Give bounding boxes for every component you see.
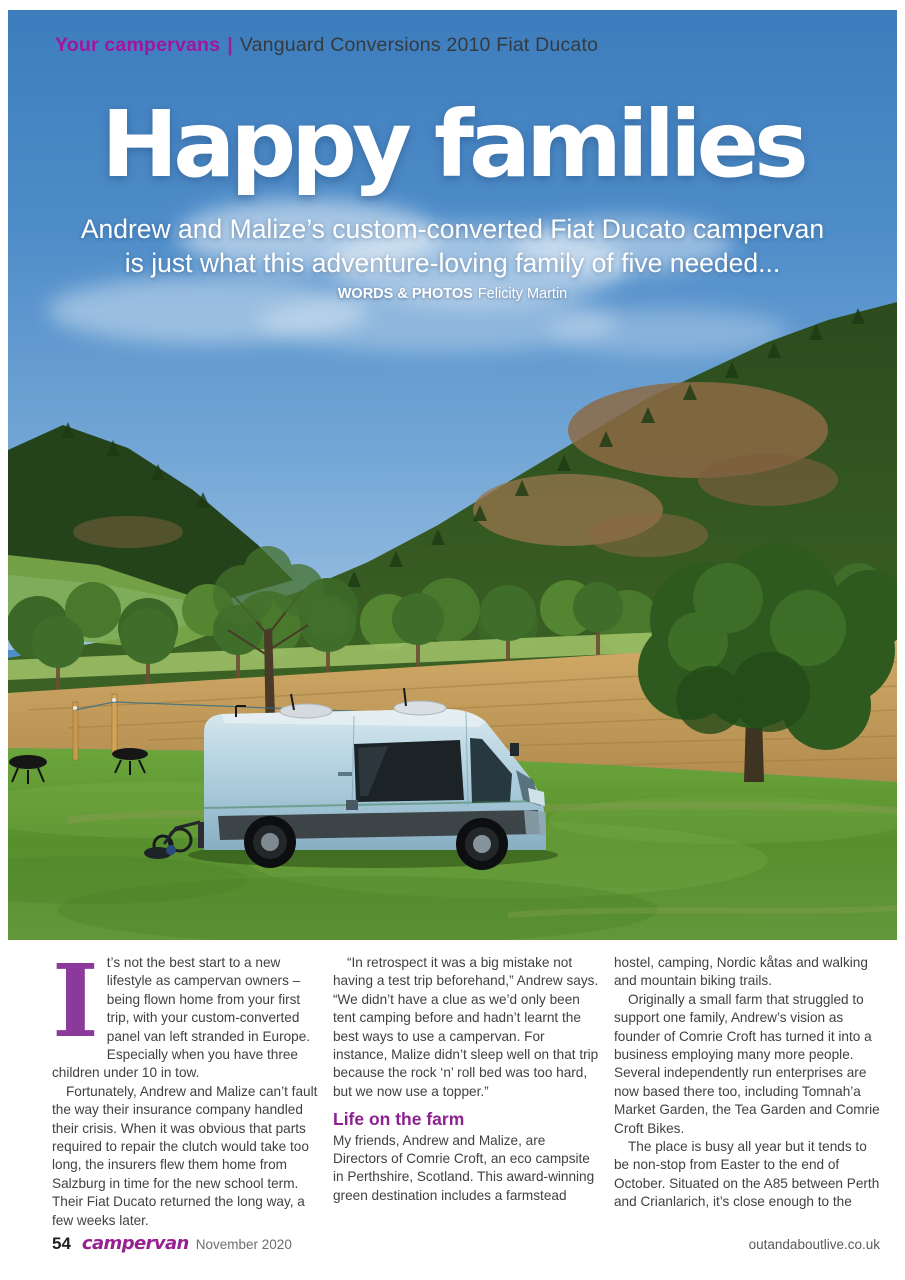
standfirst [8, 212, 897, 281]
hero-photo [8, 10, 897, 940]
section-label: Your campervans [55, 34, 221, 56]
byline [8, 286, 897, 302]
front-bumper [524, 810, 546, 836]
front-wheel [456, 818, 508, 870]
subheading-life-on-the-farm: Life on the farm [333, 1109, 465, 1130]
column-2 [333, 954, 600, 1230]
paragraph: My friends, Andrew and Malize, are Directors of Comrie Croft, an eco campsite in Perthshire, Scotland. This award-winning green destination includes a farmstead [333, 1132, 595, 1203]
column-1 [52, 942, 319, 1230]
standfirst-line2: is just what this adventure-loving family of five needed... [124, 248, 781, 279]
paragraph: Fortunately, Andrew and Malize can’t fault the way their insurance company handled their crisis. When it was obvious that parts required to repair the clutch would take too long, the insurers flew them home from Salzburg in time for the new school term. Their Fiat Ducato returned the long way, a few weeks later. [52, 1083, 318, 1228]
wing-mirror [510, 743, 519, 756]
door-handle [338, 772, 352, 776]
paragraph: The place is busy all year but it tends to be non-stop from Easter to the end of October. Situated on the A85 between Perth and Crianlarich, it’s close enough to the [614, 1139, 880, 1210]
website-url: outandaboutlive.co.uk [748, 1237, 880, 1252]
column-3 [614, 954, 881, 1230]
article-subject: Vanguard Conversions 2010 Fiat Ducato [239, 34, 599, 56]
page-footer [52, 1233, 880, 1254]
left-hill-clearing [73, 516, 183, 548]
paragraph-text: t’s not the best start to a new lifestyle as campervan owners – being flown home from your first trip, with your custom-converted panel van left stranded in Europe. Especially when you have three children under 10 in tow. [52, 955, 311, 1081]
kicker-separator: | [227, 34, 233, 56]
page-number: 54 [52, 1234, 71, 1253]
issue-date: November 2020 [195, 1237, 292, 1252]
footer-left [52, 1233, 292, 1254]
magazine-logo: campervan [81, 1233, 189, 1254]
byline-label: WORDS & PHOTOS [337, 286, 473, 302]
article-title: Happy families [101, 91, 804, 198]
paragraph [52, 942, 319, 1083]
paragraph: Originally a small farm that struggled to support one family, Andrew’s vision as founder of Comrie Croft has turned it into a business employing many more people. Several independently run enterprises are now based there too, including Tomnah’a Market Garden, the Tea Garden and Comrie Croft Bikes. [614, 991, 880, 1136]
fuel-cap [346, 800, 358, 810]
drop-cap: I [52, 942, 99, 1060]
rear-wheel [244, 816, 296, 868]
article-body [52, 942, 882, 1230]
byline-author: Felicity Martin [477, 286, 568, 302]
standfirst-line1: Andrew and Malize’s custom-converted Fiat Ducato campervan [80, 214, 825, 244]
paragraph: hostel, camping, Nordic kåtas and walking and mountain biking trails. [614, 955, 868, 989]
paragraph: “In retrospect it was a big mistake not having a test trip beforehand,” Andrew says. “We didn’t have a clue as we’d only been tent camping before and hadn’t learnt the best ways to use a campervan. For instance, Malize didn’t sleep well on that trip because the rock ‘n’ roll bed was too hard, but we now use a topper.” [333, 955, 599, 1099]
kicker [55, 34, 598, 57]
